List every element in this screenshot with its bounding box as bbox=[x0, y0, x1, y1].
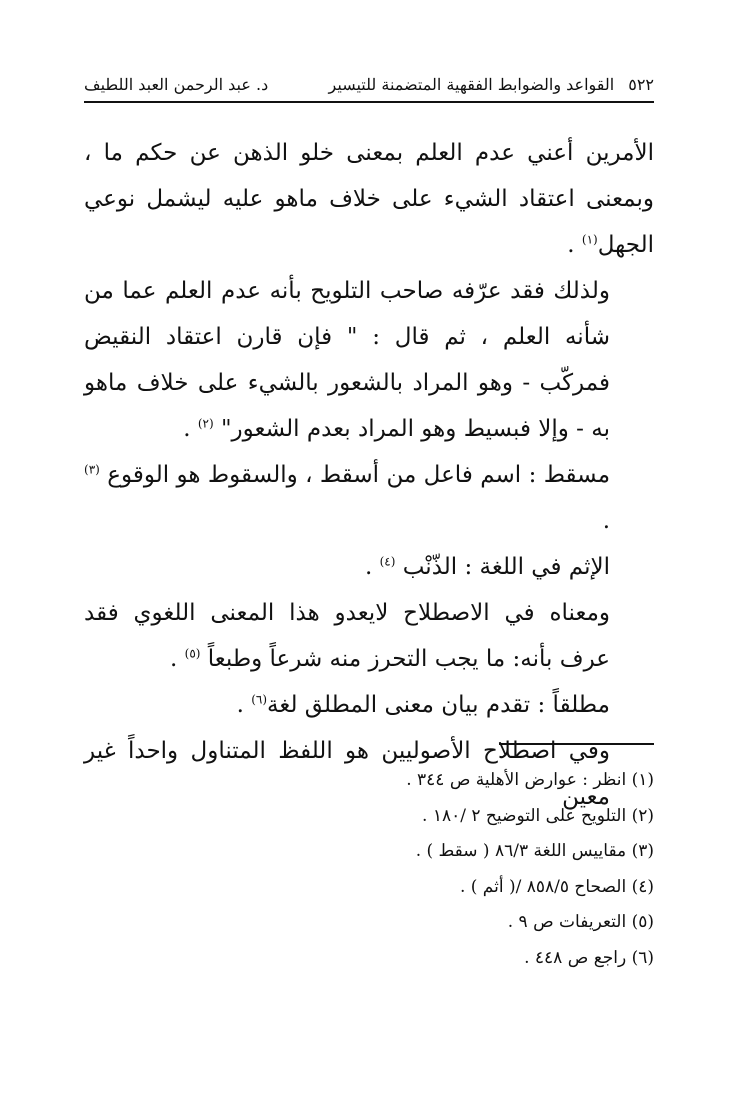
paragraph-4: الإثم في اللغة : الذّنْب $^{(٤)}$ . bbox=[364, 554, 610, 580]
author-name: د. عبد الرحمن العبد اللطيف bbox=[84, 75, 269, 94]
body-text bbox=[84, 130, 654, 820]
footnote-4: (٤) الصحاح ٨٥٨/٥ /( أثم ) . bbox=[459, 876, 654, 897]
footnote-2: (٢) التلويح على التوضيح ٢ /١٨٠ . bbox=[422, 805, 654, 826]
footnote-ref-6: (٦) bbox=[251, 692, 268, 707]
paragraph-3: مسقط : اسم فاعل من أسقط ، والسقوط هو الوقوع $^{(٣)}$ . bbox=[84, 462, 611, 534]
book-title: القواعد والضوابط الفقهية المتضمنة للتيسير bbox=[328, 75, 615, 94]
footnote-ref-5: (٥) bbox=[184, 646, 201, 661]
footnote-ref-1: (١) bbox=[581, 232, 598, 247]
footnote-rule bbox=[499, 743, 654, 745]
running-header bbox=[84, 60, 654, 94]
paragraph-7: وفي اصطلاح الأصوليين هو اللفظ المتناول واحداً غير معين bbox=[84, 738, 610, 810]
footnote-1: (١) انظر : عوارض الأهلية ص ٣٤٤ . bbox=[406, 770, 654, 790]
footnote-ref-3: (٣) bbox=[84, 462, 100, 477]
paragraph-1: الأمرين أعني عدم العلم بمعنى خلو الذهن عن حكم ما ، وبمعنى اعتقاد الشيء على خلاف ماهو عليه ليشمل نوعي الجهل$^{(١)}$ . bbox=[84, 140, 654, 258]
paragraph-6: مطلقاً : تقدم بيان معنى المطلق لغة$^{(٦)}$ . bbox=[236, 692, 610, 718]
footnote-ref-2: (٢) bbox=[197, 416, 214, 431]
footnote-6: (٦) راجع ص ٤٤٨ . bbox=[524, 947, 654, 968]
footnotes bbox=[84, 763, 654, 976]
header-rule bbox=[84, 101, 654, 103]
paragraph-5: ومعناه في الاصطلاح لايعدو هذا المعنى اللغوي فقد عرف بأنه: ما يجب التحرز منه شرعاً وطبعاً $^{(٥)}$ . bbox=[84, 600, 610, 672]
footnote-5: (٥) التعريفات ص ٩ . bbox=[507, 912, 654, 932]
paragraph-2: ولذلك فقد عرّفه صاحب التلويح بأنه عدم العلم عما من شأنه العلم ، ثم قال : " فإن قارن اعتقاد النقيض فمركّب - وهو المراد بالشعور بالشيء على خلاف ماهو به - وإلا فبسيط وهو المراد بعدم الشعور" $^{(٢)}$ . bbox=[84, 278, 610, 442]
footnote-ref-4: (٤) bbox=[379, 554, 396, 569]
footnote-3: (٣) مقاييس اللغة ٨٦/٣ ( سقط ) . bbox=[415, 841, 654, 861]
page-number: ٥٢٢ bbox=[628, 75, 654, 94]
